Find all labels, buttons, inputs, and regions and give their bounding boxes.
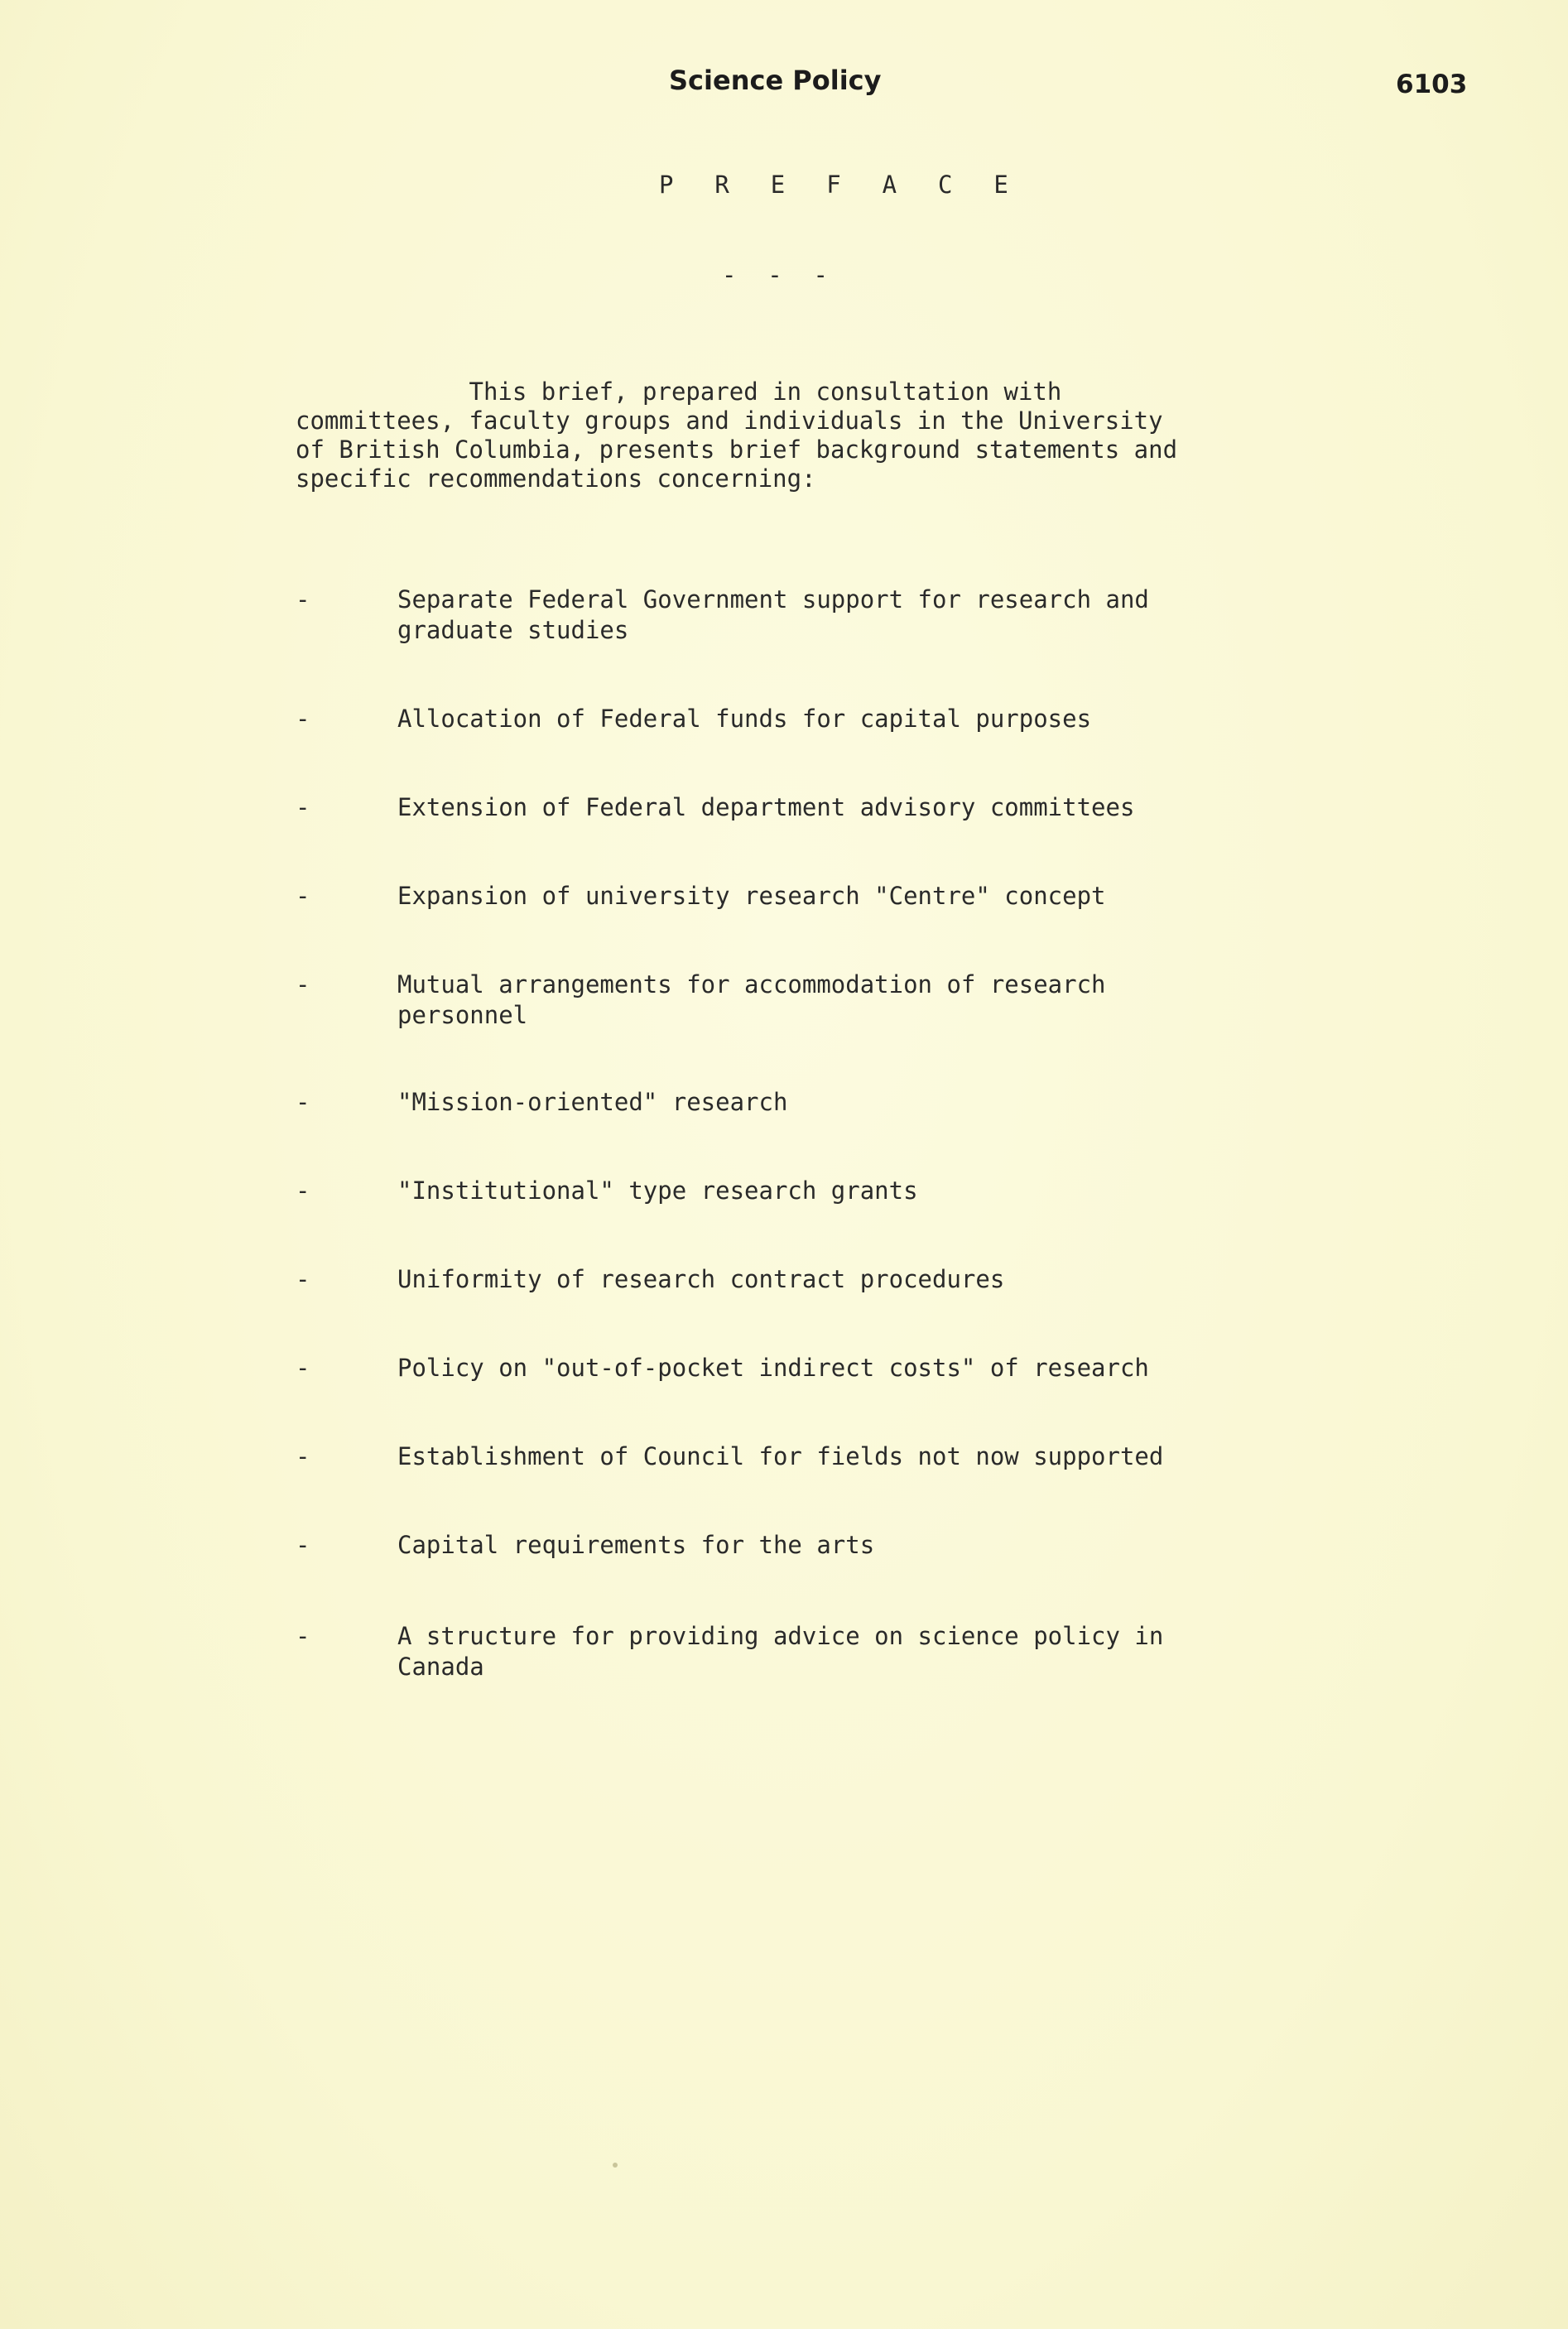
topic-text: Expansion of university research "Centre" concept	[397, 882, 1106, 910]
topic-text: "Institutional" type research grants	[397, 1177, 918, 1205]
bullet-dash: -	[296, 1622, 310, 1650]
bullet-dash: -	[296, 1265, 310, 1293]
running-head	[0, 65, 1568, 106]
topic-text: Policy on "out-of-pocket indirect costs" of research	[397, 1354, 1149, 1382]
bullet-dash: -	[296, 1442, 310, 1470]
intro-paragraph: This brief, prepared in consultation with committees, faculty groups and individuals in the University of British Columbia, presents brief background statements and specific recommendations concerning:	[296, 378, 1178, 493]
bullet-dash: -	[296, 1088, 310, 1116]
bullet-dash: -	[296, 1354, 310, 1382]
topic-text: Capital requirements for the arts	[397, 1531, 875, 1559]
topic-text: A structure for providing advice on science policy in Canada	[397, 1622, 1164, 1681]
paper-speck	[613, 2163, 618, 2168]
topic-text: Uniformity of research contract procedures	[397, 1265, 1005, 1293]
bullet-dash: -	[296, 585, 310, 614]
preface-heading: P R E F A C E	[659, 171, 1022, 199]
topic-text: Extension of Federal department advisory committees	[397, 793, 1135, 821]
bullet-dash: -	[296, 970, 310, 998]
bullet-dash: -	[296, 705, 310, 733]
topic-text: Establishment of Council for fields not now supported	[397, 1442, 1164, 1470]
page-number: 6103	[1396, 70, 1468, 99]
bullet-dash: -	[296, 1177, 310, 1205]
topic-text: Mutual arrangements for accommodation of research personnel	[397, 970, 1106, 1029]
topic-text: "Mission-oriented" research	[397, 1088, 788, 1116]
running-head-title: Science Policy	[669, 65, 882, 96]
bullet-dash: -	[296, 1531, 310, 1559]
topic-text: Separate Federal Government support for research and graduate studies	[397, 585, 1149, 644]
bullet-dash: -	[296, 793, 310, 821]
heading-separator: - - -	[722, 261, 837, 289]
bullet-dash: -	[296, 882, 310, 910]
topic-text: Allocation of Federal funds for capital purposes	[397, 705, 1092, 733]
